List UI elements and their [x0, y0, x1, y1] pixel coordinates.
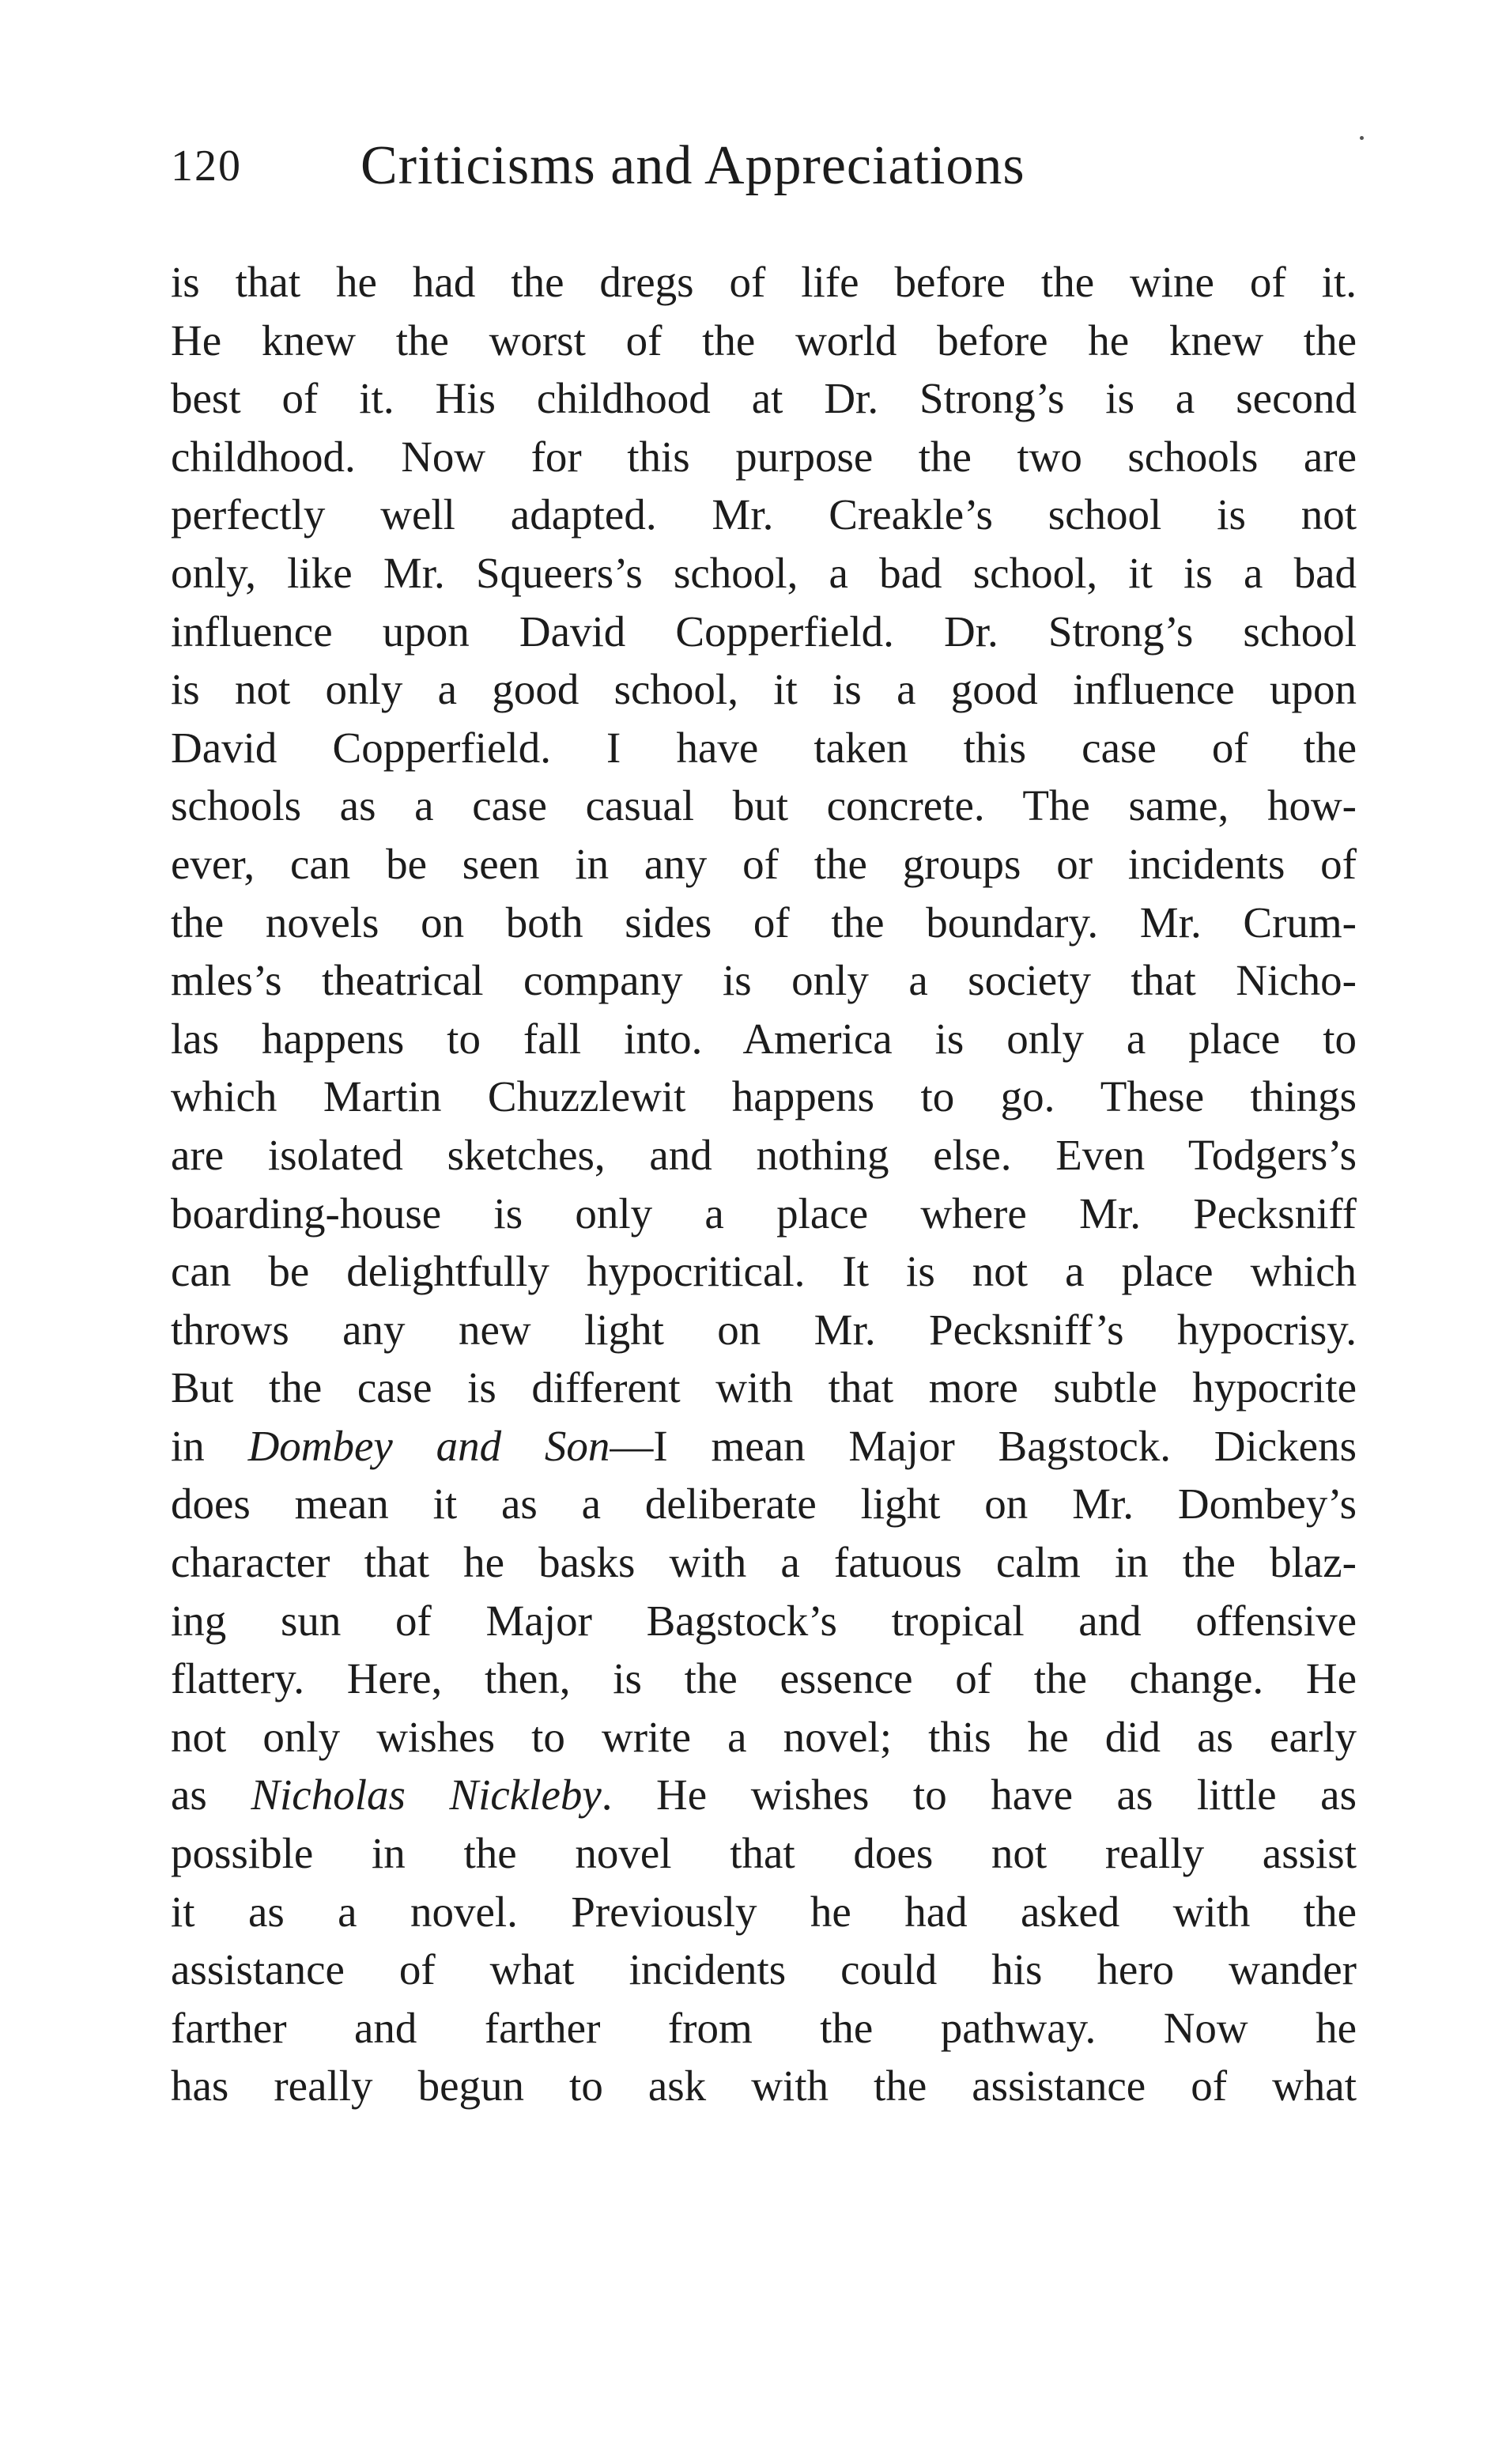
text-run: —I mean Major Bagstock. Dickens [610, 1421, 1357, 1470]
text-run: is that he had the dregs of life before the wine of it. [171, 258, 1357, 306]
text-line [171, 1883, 1357, 1941]
book-title-italic: Nicholas Nickleby [251, 1771, 602, 1820]
page-number: 120 [171, 142, 242, 191]
print-speck [1360, 136, 1364, 140]
text-line [171, 951, 1357, 1010]
text-line [171, 603, 1357, 661]
text-run: ing sun of Major Bagstock’s tropical and offensive [171, 1596, 1357, 1645]
text-run: . He wishes to have as little as [601, 1771, 1357, 1820]
text-run: character that he basks with a fatuous calm in the blaz- [171, 1538, 1357, 1587]
text-run: the novels on both sides of the boundary. Mr. Crum- [171, 898, 1357, 947]
text-line [171, 312, 1357, 370]
text-run: it as a novel. Previously he had asked with the [171, 1887, 1357, 1936]
text-line [171, 2057, 1357, 2115]
text-line [171, 369, 1357, 428]
text-run: David Copperfield. I have taken this case of the [171, 723, 1357, 772]
text-run: las happens to fall into. America is only a place to [171, 1014, 1357, 1063]
text-run: throws any new light on Mr. Pecksniff’s hypocrisy. [171, 1305, 1357, 1354]
text-run: can be delightfully hypocritical. It is not a place which [171, 1247, 1357, 1296]
text-run: ever, can be seen in any of the groups or incidents of [171, 839, 1357, 888]
text-line [171, 1417, 1357, 1476]
text-line [171, 1126, 1357, 1185]
text-line [171, 719, 1357, 777]
text-run: mles’s theatrical company is only a society that Nicho- [171, 956, 1357, 1005]
text-run: is not only a good school, it is a good influence upon [171, 665, 1357, 714]
text-line [171, 253, 1357, 312]
text-run: boarding-house is only a place where Mr. Pecksniff [171, 1189, 1357, 1238]
text-line [171, 1708, 1357, 1767]
text-run: as [171, 1771, 251, 1820]
text-run: in [171, 1421, 248, 1470]
text-run: best of it. His childhood at Dr. Strong’s is a second [171, 374, 1357, 423]
text-line [171, 1359, 1357, 1417]
text-run: He knew the worst of the world before he knew the [171, 316, 1357, 365]
text-line [171, 428, 1357, 486]
book-title-italic: Dombey and Son [247, 1421, 610, 1470]
text-run: farther and farther from the pathway. Now he [171, 2003, 1357, 2052]
text-line [171, 544, 1357, 603]
text-line [171, 1185, 1357, 1243]
text-run: flattery. Here, then, is the essence of the change. He [171, 1654, 1357, 1703]
text-run: assistance of what incidents could his hero wander [171, 1945, 1357, 1994]
running-head [171, 127, 1357, 206]
text-line [171, 1766, 1357, 1824]
text-line [171, 1301, 1357, 1359]
text-line [171, 486, 1357, 544]
running-title: Criticisms and Appreciations [361, 135, 1025, 196]
text-run: only, like Mr. Squeers’s school, a bad school, it is a bad [171, 548, 1357, 597]
text-line [171, 1824, 1357, 1883]
text-line [171, 1533, 1357, 1592]
text-line [171, 894, 1357, 952]
text-run: which Martin Chuzzlewit happens to go. These things [171, 1072, 1357, 1121]
text-run: has really begun to ask with the assistance of what [171, 2062, 1357, 2111]
text-line [171, 1999, 1357, 2058]
text-line [171, 1475, 1357, 1533]
text-line [171, 835, 1357, 894]
text-run: schools as a case casual but concrete. The same, how- [171, 781, 1357, 830]
text-run: not only wishes to write a novel; this he did as early [171, 1712, 1357, 1761]
text-line [171, 1242, 1357, 1301]
text-run: influence upon David Copperfield. Dr. Strong’s school [171, 607, 1357, 656]
text-run: are isolated sketches, and nothing else. Even Todgers’s [171, 1130, 1357, 1179]
text-run: does mean it as a deliberate light on Mr. Dombey’s [171, 1480, 1357, 1529]
text-run: childhood. Now for this purpose the two schools are [171, 432, 1357, 481]
text-line [171, 1010, 1357, 1068]
text-line [171, 1941, 1357, 1999]
text-line [171, 777, 1357, 835]
text-run: perfectly well adapted. Mr. Creakle’s school is not [171, 490, 1357, 539]
text-line [171, 1068, 1357, 1126]
text-run: possible in the novel that does not really assist [171, 1829, 1357, 1878]
text-line [171, 1650, 1357, 1708]
body-text [171, 253, 1357, 2115]
text-line [171, 660, 1357, 719]
text-run: But the case is different with that more subtle hypocrite [171, 1363, 1357, 1412]
text-line [171, 1592, 1357, 1650]
